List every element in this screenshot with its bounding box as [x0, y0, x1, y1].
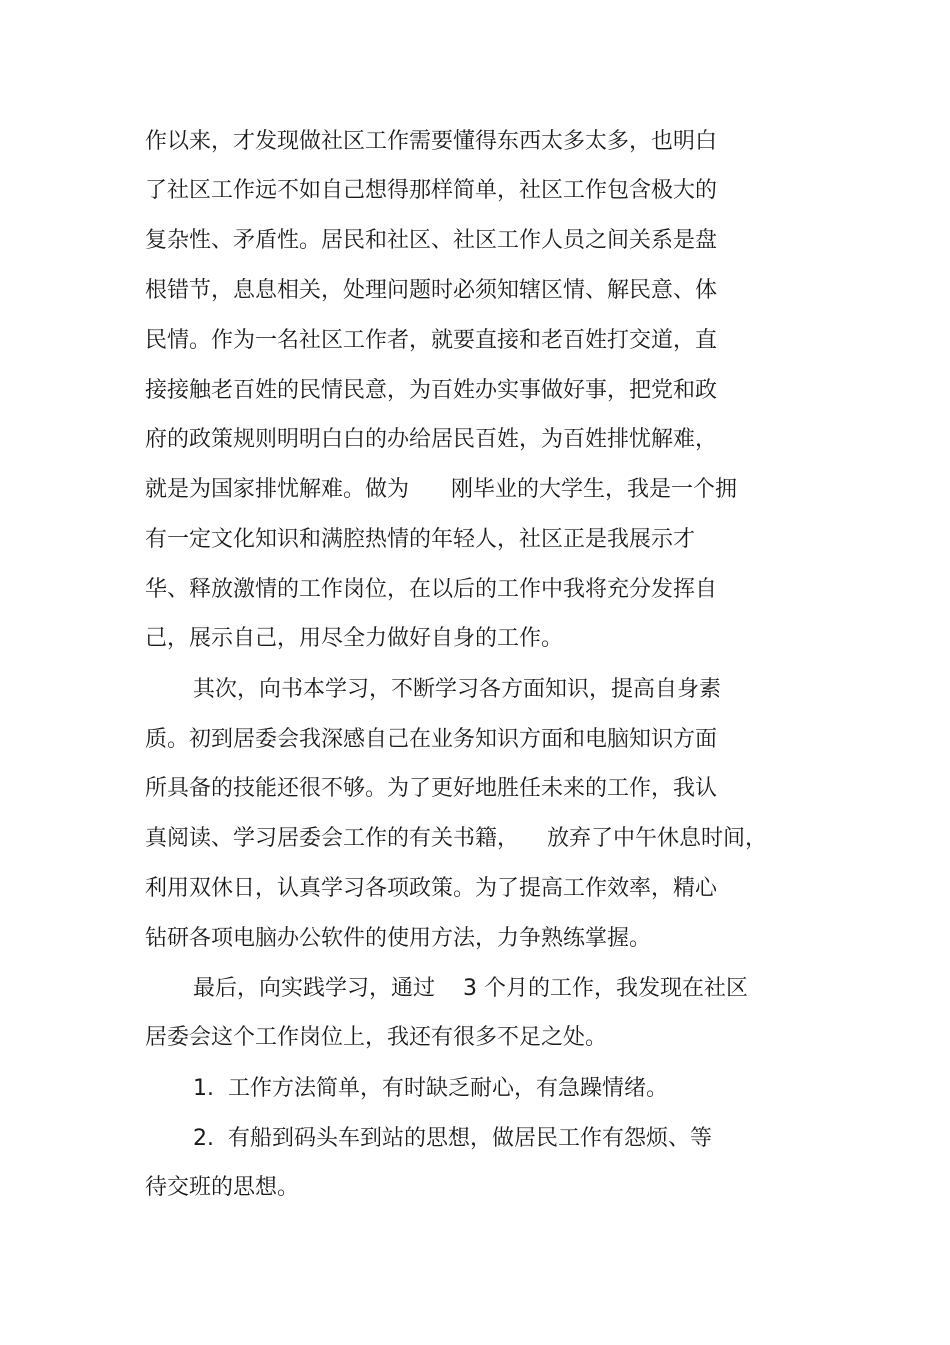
- text-line: 复杂性、矛盾性。居民和社区、社区工作人员之间关系是盘: [145, 228, 718, 253]
- text-line: 己，展示自己，用尽全力做好自身的工作。: [145, 626, 564, 651]
- text-line: 府的政策规则明明白白的办给居民百姓，为百姓排忧解难，: [145, 427, 718, 452]
- text-line: 真阅读、学习居委会工作的有关书籍， 放弃了中午休息时间，: [145, 826, 767, 851]
- list-item: 2. 有船到码头车到站的思想，做居民工作有怨烦、等: [193, 1126, 712, 1151]
- text-line: 华、释放激情的工作岗位，在以后的工作中我将充分发挥自: [145, 577, 718, 602]
- text-line: 接接触老百姓的民情民意，为百姓办实事做好事，把党和政: [145, 378, 718, 403]
- text-line: 待交班的思想。: [145, 1175, 300, 1200]
- text-line: 钻研各项电脑办公软件的使用方法，力争熟练掌握。: [145, 926, 652, 951]
- paragraph-first-line: 最后，向实践学习，通过 3 个月的工作，我发现在社区: [193, 976, 748, 1001]
- list-item: 1. 工作方法简单，有时缺乏耐心，有急躁情绪。: [193, 1076, 668, 1101]
- text-line: 就是为国家排忧解难。做为 刚毕业的大学生，我是一个拥: [145, 477, 737, 502]
- paragraph-first-line: 其次，向书本学习，不断学习各方面知识，提高自身素: [193, 677, 722, 702]
- text-line: 居委会这个工作岗位上，我还有很多不足之处。: [145, 1025, 608, 1050]
- text-line: 利用双休日，认真学习各项政策。为了提高工作效率，精心: [145, 876, 718, 901]
- text-line: 作以来，才发现做社区工作需要懂得东西太多太多，也明白: [145, 129, 718, 154]
- text-line: 了社区工作远不如自己想得那样简单，社区工作包含极大的: [145, 178, 718, 203]
- text-line: 民情。作为一名社区工作者，就要直接和老百姓打交道，直: [145, 328, 718, 353]
- text-line: 有一定文化知识和满腔热情的年轻人，社区正是我展示才: [145, 527, 696, 552]
- text-line: 所具备的技能还很不够。为了更好地胜任未来的工作，我认: [145, 776, 718, 801]
- text-line: 根错节，息息相关，处理问题时必须知辖区情、解民意、体: [145, 278, 718, 303]
- text-line: 质。初到居委会我深感自己在业务知识方面和电脑知识方面: [145, 727, 718, 752]
